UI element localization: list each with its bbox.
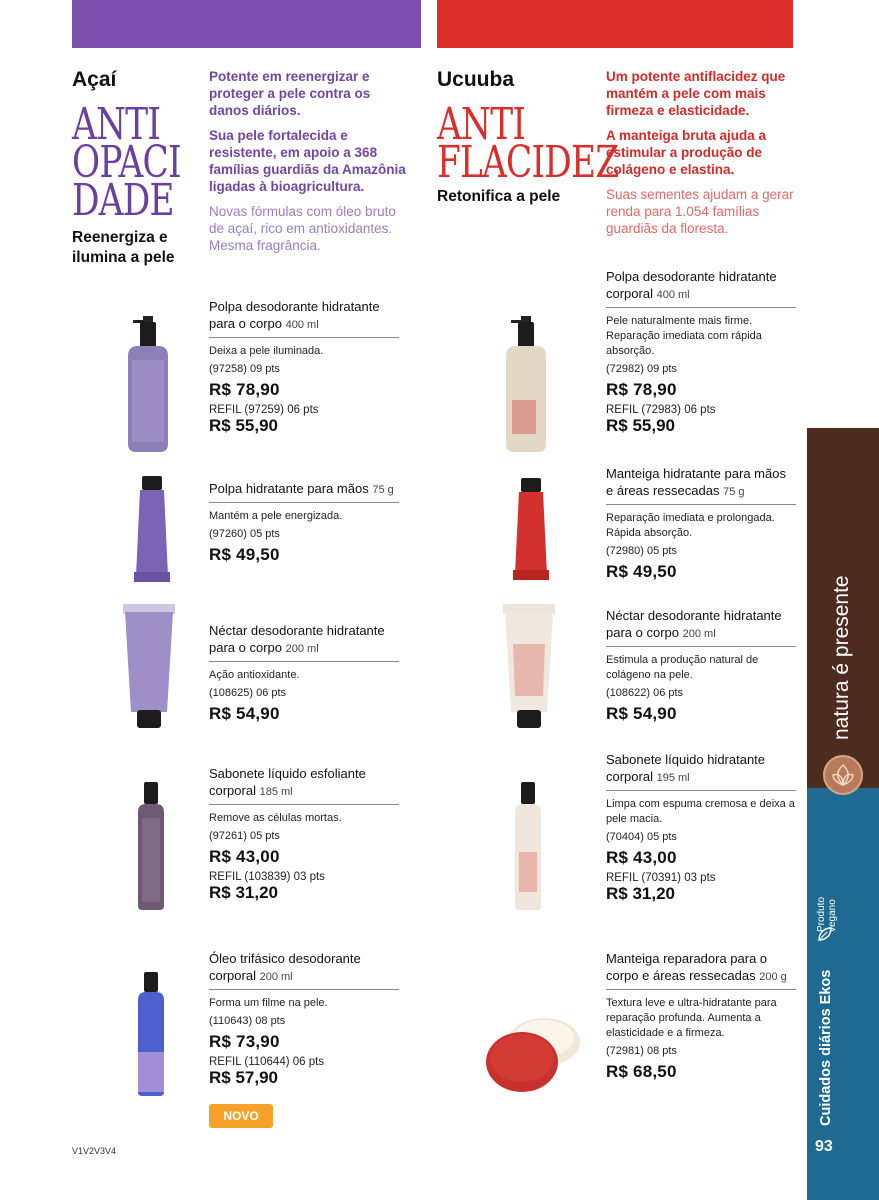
product-title: Polpa desodorante hidratante para o corpo <box>209 299 380 331</box>
product-code: (70404) 05 pts <box>606 831 677 843</box>
ucuuba-hand-butter-tube-image <box>511 478 551 582</box>
refil-code: REFIL (70391) 03 pts <box>606 872 716 884</box>
novo-badge: NOVO <box>209 1104 273 1128</box>
product-name <box>606 607 796 643</box>
ucuuba-product-4 <box>606 751 796 904</box>
acai-desc-3: Novas fórmulas com óleo bruto de açaí, rico em antioxidantes. Mesma fragrância. <box>209 204 396 253</box>
acai-subtitle: Reenergiza e ilumina a pele <box>72 229 175 266</box>
ucuuba-desc-2: A manteiga bruta ajuda a estimular a produção de colágeno e elastina. <box>606 128 767 177</box>
product-name <box>606 950 796 986</box>
ucuuba-soap-bottle-image <box>511 782 545 912</box>
product-name <box>209 765 399 801</box>
product-desc: Textura leve e ultra-hidratante para reparação profunda. Aumenta a elasticidade e a firmeza. <box>606 997 777 1039</box>
refil-code: REFIL (103839) 03 pts <box>209 871 325 883</box>
product-name <box>606 268 796 304</box>
product-size: 200 ml <box>259 971 293 983</box>
product-title: Manteiga hidratante para mãos e áreas ressecadas <box>606 466 786 498</box>
product-title: Óleo trifásico desodorante corporal <box>209 951 361 983</box>
product-name <box>209 622 399 658</box>
product-title: Sabonete líquido hidratante corporal <box>606 752 766 784</box>
product-code: (97258) 09 pts <box>209 363 280 375</box>
product-price: R$ 73,90 <box>209 1032 280 1051</box>
product-size: 200 ml <box>285 643 319 655</box>
refil-code: REFIL (97259) 06 pts <box>209 404 319 416</box>
ucuuba-description <box>606 68 796 245</box>
product-price: R$ 54,90 <box>606 704 677 723</box>
product-title: Néctar desodorante hidratante para o corpo <box>606 608 782 640</box>
acai-product-2 <box>209 480 399 565</box>
footer-version-code: V1V2V3V4 <box>72 1146 117 1156</box>
product-size: 400 ml <box>656 289 690 301</box>
acai-product-5 <box>209 950 399 1088</box>
product-desc: Mantém a pele energizada. <box>209 510 343 522</box>
divider <box>209 989 399 990</box>
product-price: R$ 43,00 <box>209 847 280 866</box>
divider <box>209 502 399 503</box>
ucuuba-body-butter-jar-image <box>478 1012 582 1096</box>
refil-code: REFIL (110644) 06 pts <box>209 1056 325 1068</box>
acai-exfoliating-soap-bottle-image <box>134 782 168 912</box>
acai-triphasic-oil-bottle-image <box>134 972 168 1098</box>
acai-product-1 <box>209 298 399 436</box>
product-price: R$ 43,00 <box>606 848 677 867</box>
product-code: (108625) 06 pts <box>209 687 287 699</box>
refil-price: R$ 31,20 <box>209 883 278 902</box>
product-title: Manteiga reparadora para o corpo e áreas ressecadas <box>606 951 768 983</box>
natura-logo-icon <box>823 755 863 795</box>
cuidados-diarios-label: Cuidados diários Ekos <box>818 969 834 1126</box>
product-code: (72980) 05 pts <box>606 545 677 557</box>
refil-price: R$ 55,90 <box>606 416 675 435</box>
ucuuba-product-2 <box>606 465 796 582</box>
top-bar-ucuuba <box>437 0 793 48</box>
top-bar-acai <box>72 0 421 48</box>
product-name <box>606 751 796 787</box>
refil-price: R$ 57,90 <box>209 1068 278 1087</box>
product-code: (110643) 08 pts <box>209 1015 286 1027</box>
product-code: (97261) 05 pts <box>209 830 280 842</box>
page-number: 93 <box>815 1138 833 1155</box>
acai-title: Açaí <box>72 68 117 91</box>
ucuuba-desc-1: Um potente antiflacidez que mantém a pele com mais firmeza e elasticidade. <box>606 69 786 118</box>
product-price: R$ 78,90 <box>606 380 677 399</box>
ucuuba-big-word: ANTI FLACIDEZ <box>437 99 619 188</box>
produto-vegano-label: Produto vegano <box>816 896 838 932</box>
ucuuba-nectar-tube-image <box>501 604 557 730</box>
acai-product-3 <box>209 622 399 724</box>
product-name <box>209 298 399 334</box>
product-desc: Estimula a produção natural de colágeno na pele. <box>606 654 759 681</box>
product-size: 75 g <box>723 486 745 498</box>
divider <box>209 804 399 805</box>
acai-product-4 <box>209 765 399 903</box>
product-size: 400 ml <box>285 319 319 331</box>
refil-price: R$ 55,90 <box>209 416 278 435</box>
acai-nectar-tube-image <box>121 604 177 730</box>
product-price: R$ 68,50 <box>606 1062 677 1081</box>
divider <box>209 661 399 662</box>
product-price: R$ 54,90 <box>209 704 280 723</box>
product-desc: Forma um filme na pele. <box>209 997 328 1009</box>
product-size: 75 g <box>372 484 394 496</box>
divider <box>606 504 796 505</box>
product-desc: Deixa a pele iluminada. <box>209 345 324 357</box>
refil-code: REFIL (72983) 06 pts <box>606 404 716 416</box>
product-title: Néctar desodorante hidratante para o corpo <box>209 623 385 655</box>
acai-desc-1: Potente em reenergizar e proteger a pele contra os danos diários. <box>209 69 371 118</box>
divider <box>606 989 796 990</box>
product-code: (108622) 06 pts <box>606 687 684 699</box>
ucuuba-title: Ucuuba <box>437 68 515 91</box>
ucuuba-subtitle: Retonifica a pele <box>437 188 561 205</box>
product-desc: Limpa com espuma cremosa e deixa a pele macia. <box>606 798 795 825</box>
product-name <box>209 480 399 499</box>
product-desc: Remove as células mortas. <box>209 812 342 824</box>
product-size: 185 ml <box>259 786 293 798</box>
product-size: 200 g <box>759 971 787 983</box>
natura-presente-label: natura é presente <box>830 575 853 740</box>
divider <box>606 307 796 308</box>
acai-description <box>209 68 409 262</box>
ucuuba-product-1 <box>606 268 796 436</box>
product-desc: Reparação imediata e prolongada. Rápida absorção. <box>606 512 775 539</box>
product-price: R$ 49,50 <box>209 545 280 564</box>
product-code: (97260) 05 pts <box>209 528 280 540</box>
acai-desc-2: Sua pele fortalecida e resistente, em apoio a 368 famílias guardiãs da Amazônia ligadas à bioagricultura. <box>209 128 406 194</box>
product-price: R$ 78,90 <box>209 380 280 399</box>
product-desc: Ação antioxidante. <box>209 669 300 681</box>
product-title: Polpa desodorante hidratante corporal <box>606 269 777 301</box>
product-size: 195 ml <box>656 772 690 784</box>
acai-hand-cream-tube-image <box>132 476 172 584</box>
product-title: Polpa hidratante para mãos <box>209 481 369 496</box>
refil-price: R$ 31,20 <box>606 884 675 903</box>
product-name <box>209 950 399 986</box>
divider <box>606 790 796 791</box>
divider <box>209 337 399 338</box>
ucuuba-body-pulp-bottle-image <box>496 316 556 454</box>
divider <box>606 646 796 647</box>
product-name <box>606 465 796 501</box>
product-title: Sabonete líquido esfoliante corporal <box>209 766 366 798</box>
acai-big-word: ANTI OPACI DADE <box>72 99 181 226</box>
product-price: R$ 49,50 <box>606 562 677 581</box>
ucuuba-product-5 <box>606 950 796 1082</box>
product-code: (72982) 09 pts <box>606 363 677 375</box>
product-size: 200 ml <box>682 628 716 640</box>
product-code: (72981) 08 pts <box>606 1045 677 1057</box>
ucuuba-desc-3: Suas sementes ajudam a gerar renda para 1.054 famílias guardiãs da floresta. <box>606 187 794 236</box>
ucuuba-product-3 <box>606 607 796 724</box>
product-desc: Pele naturalmente mais firme. Reparação imediata com rápida absorção. <box>606 315 762 357</box>
acai-body-pulp-bottle-image <box>118 316 178 454</box>
